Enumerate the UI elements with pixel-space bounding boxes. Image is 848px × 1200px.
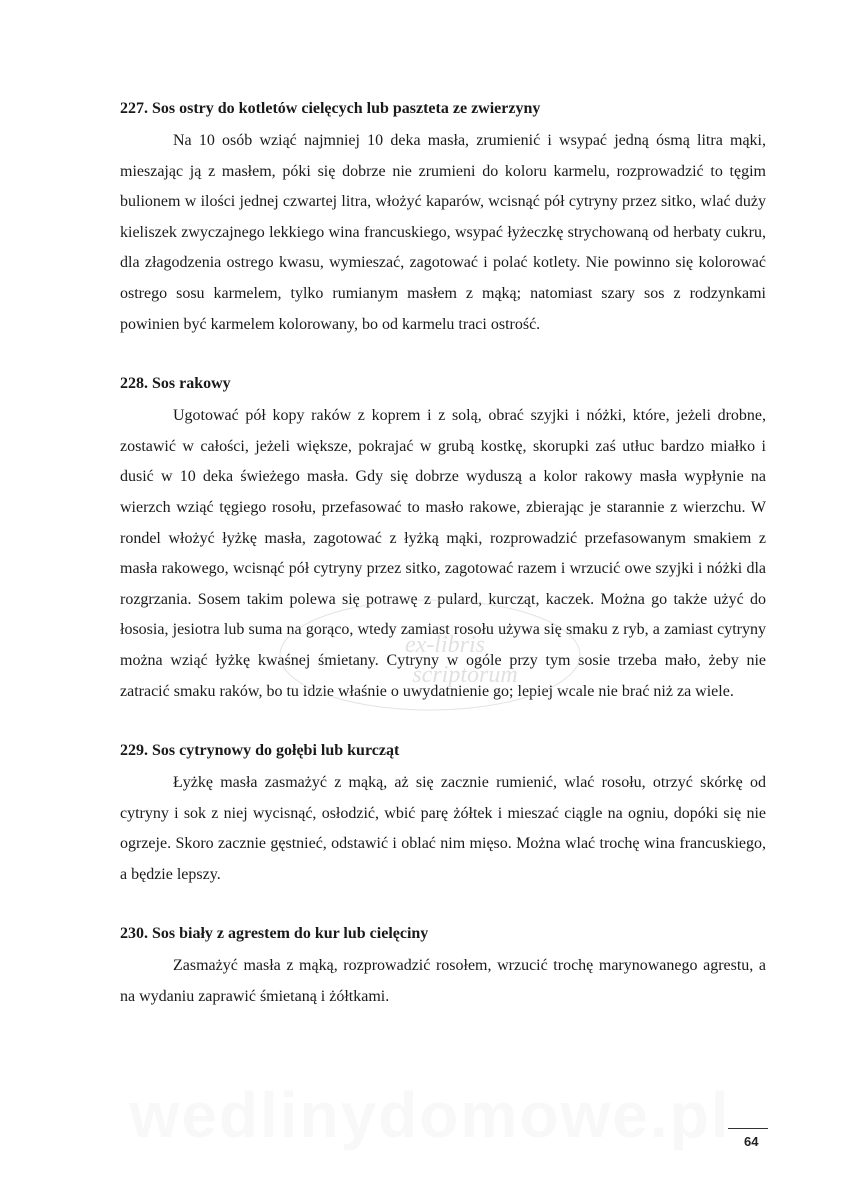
recipe-title: 228. Sos rakowy [120, 375, 231, 393]
site-watermark: wedlinydomowe.pl [129, 1079, 731, 1151]
recipe-body: Łyżkę masła zasmażyć z mąką, aż się zacznie rumienić, wlać rosołu, otrzyć skórkę od cytryny i sok z niej wycisnąć, osłodzić, wbić parę żółtek i mieszać ciągle na ogniu, dopóki się nie ogrzeje. Skoro zacznie gęstnieć, odstawić i oblać nim mięso. Można wlać trochę wina francuskiego, a będzie lepszy. [120, 774, 766, 883]
ex-libris-stamp [270, 590, 590, 720]
recipe-body: Na 10 osób wziąć najmniej 10 deka masła, zrumienić i wsypać jedną ósmą litra mąki, mieszając ją z masłem, póki się dobrze nie zrumieni do koloru karmelu, rozprowadzić to tęgim bulionem w ilości jednej czwartej litra, włożyć kaparów, wcisnąć pół cytryny przez sitko, wlać duży kieliszek zwyczajnego lekkiego wina francuskiego, wsypać łyżeczkę strychowaną od herbaty cukru, dla złagodzenia ostrego kwasu, wymieszać, zagotować i polać kotlety. Nie powinno się kolorować ostrego sosu karmelem, tylko rumianym masłem z mąką; natomiast szary sos z rodzynkami powinien być karmelem kolorowany, bo od karmelu traci ostrość. [120, 132, 766, 333]
recipe-title: 227. Sos ostry do kotletów cielęcych lub paszteta ze zwierzyny [120, 100, 541, 117]
recipe-body: Ugotować pół kopy raków z koprem i z solą, obrać szyjki i nóżki, które, jeżeli drobne, zostawić w całości, jeżeli większe, pokrajać w grubą kostkę, skorupki zaś utłuc bardzo miałko i dusić w 10 deka świeżego masła. Gdy się dobrze wyduszą a kolor rakowy masła wypłynie na wierzch wziąć tęgiego rosołu, przefasować to masło rakowe, zbierając je starannie z wierzchu. W rondel włożyć łyżkę masła, zagotować z łyżką mąki, rozprowadzić przefasowanym smakiem z masła rakowego, wcisnąć pół cytryny przez sitko, zagotować razem i wrzucić owe szyjki i nóżki dla rozgrzania. Sosem takim polewa się potrawę z pulard, kurcząt, kaczek. Można go także użyć do łososia, jesiotra lub suma na gorąco, wtedy zamiast rosołu używa się smaku z ryb, a zamiast cytryny można wziąć łyżkę kwaśnej śmietany. Cytryny w ogóle przy tym sosie trzeba mało, żeby nie zatracić smaku raków, bo tu idzie właśnie o uwydatnienie go; lepiej wcale nie brać niż za wiele. [120, 407, 766, 700]
recipe-title: 229. Sos cytrynowy do gołębi lub kurcząt [120, 742, 400, 760]
recipe-230 [120, 923, 766, 1012]
stamp-text-exlibris: ex-libris [405, 632, 485, 658]
page-content [120, 98, 766, 1046]
footer-divider [728, 1128, 768, 1129]
recipe-227 [120, 98, 766, 340]
recipe-title: 230. Sos biały z agrestem do kur lub cielęciny [120, 925, 429, 943]
stamp-text-scriptorum: scriptorum [412, 662, 518, 688]
recipe-229 [120, 740, 766, 890]
page-number: 64 [744, 1134, 759, 1149]
recipe-body: Zasmażyć masła z mąką, rozprowadzić rosołem, wrzucić trochę marynowanego agrestu, a na wydaniu zaprawić śmietaną i żółtkami. [120, 957, 766, 1006]
